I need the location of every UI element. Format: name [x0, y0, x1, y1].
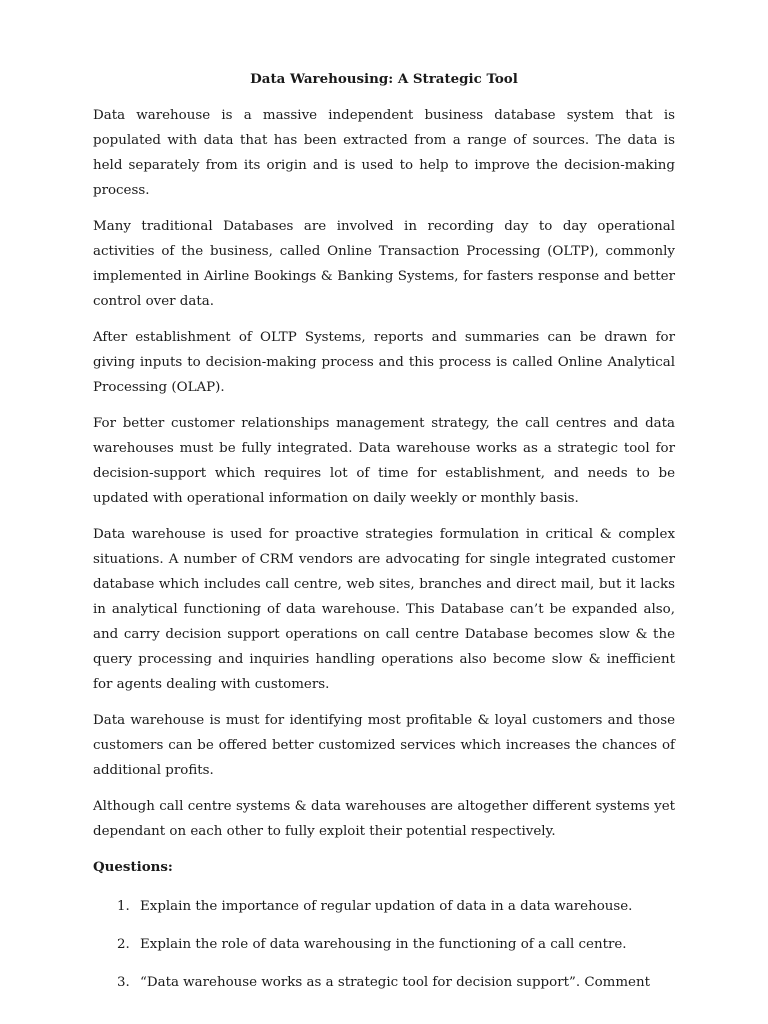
question-number: 3.: [117, 975, 130, 990]
paragraph: Although call centre systems & data warehouses are altogether different systems yet dependant on each other to fully exploit their potential respectively.: [93, 799, 675, 839]
question-number: 1.: [117, 899, 130, 914]
question-number: 2.: [117, 937, 130, 952]
paragraph: Data warehouse is must for identifying most profitable & loyal customers and those customers can be offered better customized services which increases the chances of additional profits.: [93, 713, 675, 778]
question-text: Explain the role of data warehousing in the functioning of a call centre.: [140, 937, 627, 952]
question-text: “Data warehouse works as a strategic tool for decision support”. Comment: [140, 975, 650, 990]
paragraph: Data warehouse is used for proactive strategies formulation in critical & complex situations. A number of CRM vendors are advocating for single integrated customer database which includes call centre, web sites, branches and direct mail, but it lacks in analytical functioning of data warehouse. This Database can’t be expanded also, and carry decision support operations on call centre Database becomes slow & the query processing and inquiries handling operations also become slow & inefficient for agents dealing with customers.: [93, 527, 675, 692]
questions-heading: Questions:: [93, 859, 173, 875]
document-title: Data Warehousing: A Strategic Tool: [250, 71, 518, 87]
question-item: [93, 894, 675, 919]
paragraph: For better customer relationships management strategy, the call centres and data warehouses must be fully integrated. Data warehouse works as a strategic tool for decision-support which requires lot of time for establishment, and needs to be updated with operational information on daily weekly or monthly basis.: [93, 416, 675, 506]
question-text: Explain the importance of regular updation of data in a data warehouse.: [140, 899, 633, 914]
question-item: [93, 932, 675, 957]
question-item: [93, 970, 675, 995]
paragraph: After establishment of OLTP Systems, reports and summaries can be drawn for giving inputs to decision-making process and this process is called Online Analytical Processing (OLAP).: [93, 330, 675, 395]
questions-list: [93, 894, 675, 995]
paragraph: Data warehouse is a massive independent business database system that is populated with data that has been extracted from a range of sources. The data is held separately from its origin and is used to help to improve the decision-making process.: [93, 108, 675, 198]
paragraph: Many traditional Databases are involved in recording day to day operational activities of the business, called Online Transaction Processing (OLTP), commonly implemented in Airline Bookings & Banking Systems, for fasters response and better control over data.: [93, 219, 675, 309]
document-body: [93, 67, 675, 1008]
